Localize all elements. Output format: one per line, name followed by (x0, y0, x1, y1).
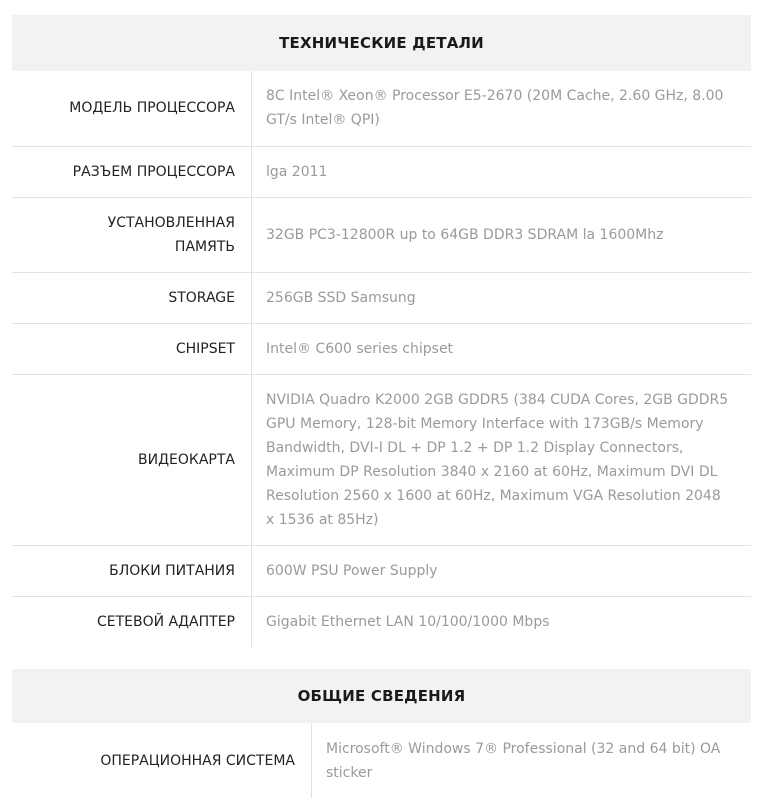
spec-value: 600W PSU Power Supply (252, 545, 752, 596)
spec-label: УСТАНОВЛЕННАЯ ПАМЯТЬ (12, 197, 252, 272)
spec-row-memory (12, 197, 751, 272)
spec-row-operating-system (12, 723, 751, 798)
spec-row-cpu-socket (12, 146, 751, 197)
spec-value: NVIDIA Quadro K2000 2GB GDDR5 (384 CUDA Cores, 2GB GDDR5 GPU Memory, 128-bit Memory Interface with 173GB/s Memory Bandwidth, DVI-I DL + DP 1.2 + DP 1.2 Display Connectors, Maximum DP Resolution 3840 x 2160 at 60Hz, Maximum DVI DL Resolution 2560 x 1600 at 60Hz, Maximum VGA Resolution 2048 x 1536 at 85Hz) (252, 374, 752, 545)
section-header-general-info: ОБЩИЕ СВЕДЕНИЯ (12, 669, 751, 723)
spec-row-chipset (12, 323, 751, 374)
spec-value: lga 2011 (252, 146, 752, 197)
spec-value: Microsoft® Windows 7® Professional (32 and 64 bit) OA sticker (326, 740, 721, 781)
spec-row-power-supply (12, 545, 751, 596)
specifications-panel (12, 15, 751, 798)
spec-label: МОДЕЛЬ ПРОЦЕССОРА (12, 71, 252, 146)
spec-label: РАЗЪЕМ ПРОЦЕССОРА (12, 146, 252, 197)
spec-label: ВИДЕОКАРТА (12, 374, 252, 545)
spec-value: 32GB PC3-12800R up to 64GB DDR3 SDRAM la 1600Mhz (252, 197, 752, 272)
spec-row-cpu-model (12, 71, 751, 146)
spec-label: БЛОКИ ПИТАНИЯ (12, 545, 252, 596)
spec-value: 256GB SSD Samsung (252, 272, 752, 323)
spec-label: СЕТЕВОЙ АДАПТЕР (12, 596, 252, 647)
spec-row-graphics-card (12, 374, 751, 545)
spec-value: 8C Intel® Xeon® Processor E5-2670 (20M Cache, 2.60 GHz, 8.00 GT/s Intel® QPI) (252, 71, 752, 146)
spec-row-storage (12, 272, 751, 323)
spec-value: Intel® C600 series chipset (252, 323, 752, 374)
spec-row-network-adapter (12, 596, 751, 647)
spec-table-technical-details (12, 71, 751, 647)
spec-table-general-info (12, 723, 751, 798)
spec-label: CHIPSET (12, 323, 252, 374)
section-header-technical-details: ТЕХНИЧЕСКИЕ ДЕТАЛИ (12, 15, 751, 71)
spec-label: STORAGE (12, 272, 252, 323)
spec-value: Gigabit Ethernet LAN 10/100/1000 Mbps (266, 613, 550, 630)
spec-label: ОПЕРАЦИОННАЯ СИСТЕМА (12, 723, 312, 798)
